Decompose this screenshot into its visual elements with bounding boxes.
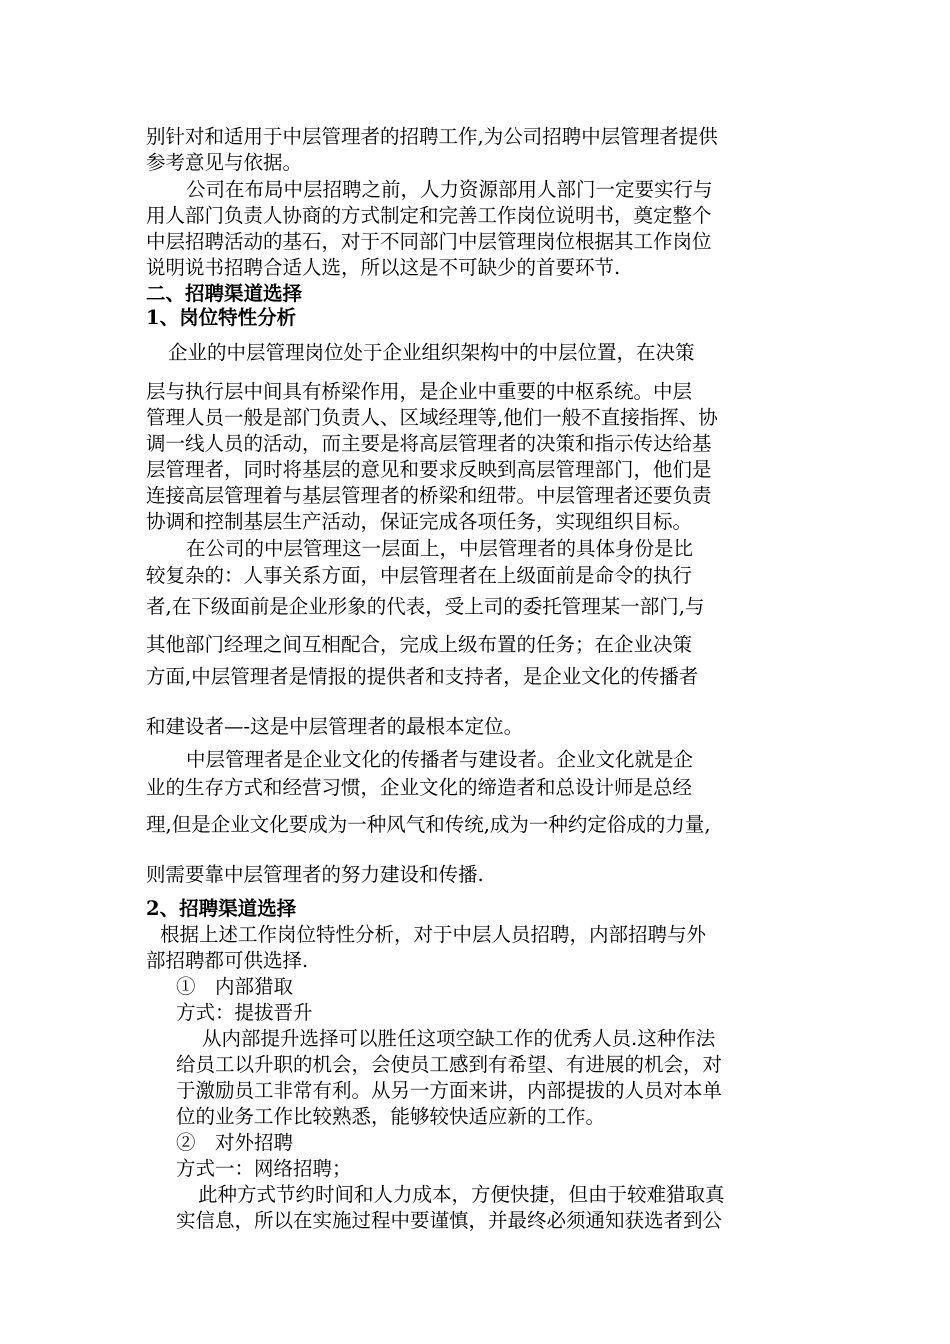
text-line: 管理人员一般是部门负责人、区域经理等,他们一般不直接指挥、协	[146, 406, 718, 429]
text-line: 从内部提升选择可以胜任这项空缺工作的优秀人员.这种作法	[202, 1027, 716, 1050]
text-line: 连接高层管理着与基层管理者的桥梁和纽带。中层管理者还要负责	[146, 484, 712, 507]
text-line: 部招聘都可供选择.	[146, 949, 309, 972]
text-line: 和建设者—-这是中层管理者的最根本定位。	[146, 715, 524, 738]
text-line: 在公司的中层管理这一层面上，中层管理者的具体身份是比	[186, 537, 694, 560]
text-line: 者,在下级面前是企业形象的代表，受上司的委托管理某一部门,与	[146, 595, 705, 618]
text-line: 中层招聘活动的基石，对于不同部门中层管理岗位根据其工作岗位	[146, 230, 712, 253]
text-line: 则需要靠中层管理者的努力建设和传播.	[146, 863, 484, 886]
text-line: 企业的中层管理岗位处于企业组织架构中的中层位置，在决策	[168, 341, 695, 364]
text-line: 公司在布局中层招聘之前，人力资源部用人部门一定要实行与	[186, 178, 713, 201]
list-item-heading: ② 对外招聘	[176, 1131, 294, 1154]
text-line: 层与执行层中间具有桥梁作用，是企业中重要的中枢系统。中层	[146, 380, 693, 403]
text-line: 层管理者，同时将基层的意见和要求反映到高层管理部门，他们是	[146, 458, 712, 481]
text-line: 较复杂的：人事关系方面，中层管理者在上级面前是命令的执行	[146, 564, 693, 587]
text-line: 于激励员工非常有利。从另一方面来讲，内部提拔的人员对本单	[176, 1079, 723, 1102]
text-line: 其他部门经理之间互相配合，完成上级布置的任务；在企业决策	[146, 633, 693, 656]
list-item-heading: ① 内部猎取	[176, 975, 294, 998]
text-line: 给员工以升职的机会，会使员工感到有希望、有进展的机会，对	[176, 1053, 723, 1076]
text-line: 根据上述工作岗位特性分析，对于中层人员招聘，内部招聘与外	[160, 923, 707, 946]
text-line: 中层管理者是企业文化的传播者与建设者。企业文化就是企	[186, 748, 694, 771]
text-line: 用人部门负责人协商的方式制定和完善工作岗位说明书，奠定整个	[146, 204, 712, 227]
text-line: 实信息，所以在实施过程中要谨慎，并最终必须通知获选者到公	[176, 1209, 723, 1232]
subsection-heading: 1、岗位特性分析	[146, 306, 297, 329]
text-line: 位的业务工作比较熟悉，能够较快适应新的工作。	[176, 1105, 606, 1128]
text-line: 方面,中层管理者是情报的提供者和支持者，是企业文化的传播者	[146, 665, 699, 688]
text-line: 理,但是企业文化要成为一种风气和传统,成为一种约定俗成的力量,	[146, 813, 711, 836]
text-line: 协调和控制基层生产活动，保证完成各项任务，实现组织目标。	[146, 510, 693, 533]
text-line: 调一线人员的活动，而主要是将高层管理者的决策和指示传达给基	[146, 432, 712, 455]
text-line: 方式：提拔晋升	[176, 1001, 313, 1024]
section-heading: 二、招聘渠道选择	[146, 282, 303, 305]
text-line: 说明说书招聘合适人选，所以这是不可缺少的首要环节.	[146, 256, 621, 279]
subsection-heading: 2、招聘渠道选择	[146, 897, 297, 920]
text-line: 参考意见与依据。	[146, 151, 303, 174]
text-line: 别针对和适用于中层管理者的招聘工作,为公司招聘中层管理者提供	[146, 125, 718, 148]
text-line: 方式一：网络招聘；	[176, 1157, 352, 1180]
text-line: 业的生存方式和经营习惯，企业文化的缔造者和总设计师是总经	[146, 776, 693, 799]
text-line: 此种方式节约时间和人力成本，方便快捷，但由于较难猎取真	[198, 1183, 725, 1206]
